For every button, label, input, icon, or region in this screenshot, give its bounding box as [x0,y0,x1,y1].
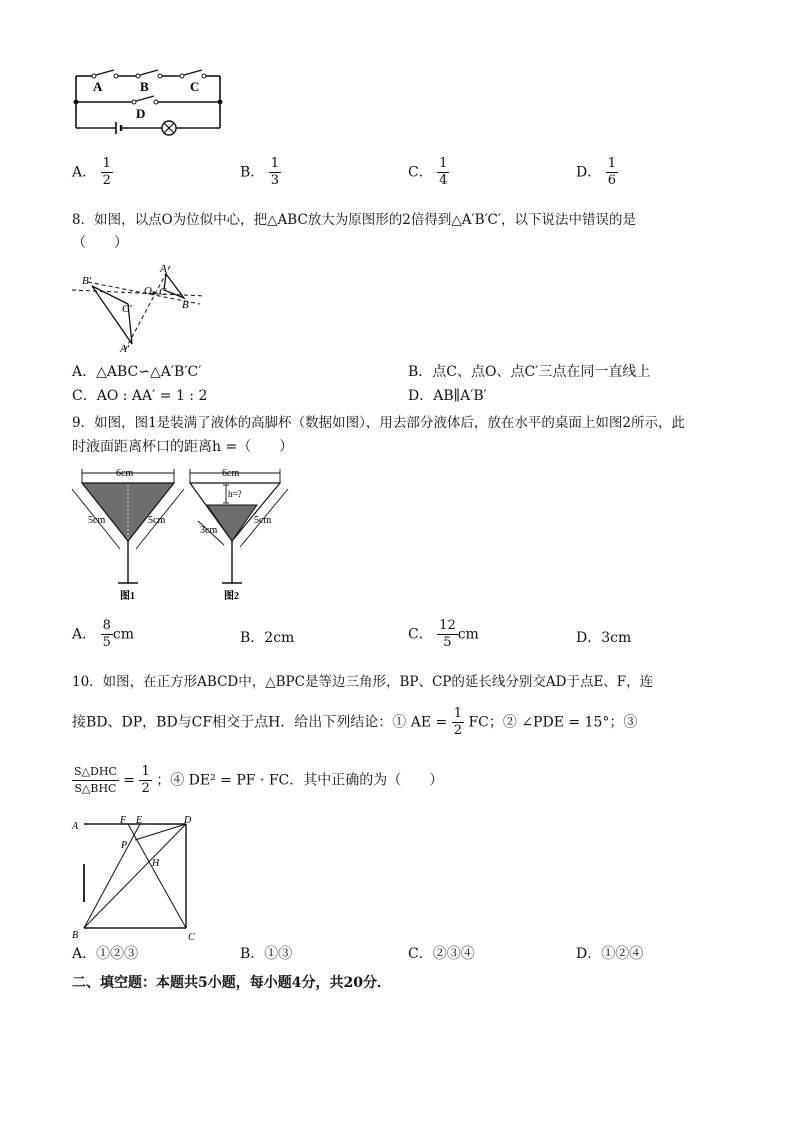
q10-option-c[interactable]: C．②③④ [408,946,475,962]
q9-stem-line1: 9．如图，图1是装满了液体的高脚杯（数据如图），用去部分液体后，放在水平的桌面上如图2所示，此 [72,415,686,431]
q9-fig2-h-label: h=? [228,489,242,499]
q7-option-a[interactable]: A． $\frac{1}{2}$ [72,156,111,188]
q9-goblet-figure-1 [68,465,188,605]
q10-label-p: P [121,840,128,851]
circuit-label-b: B [140,79,149,94]
q10-label-c: C [188,932,195,943]
q7-option-d[interactable]: D． $\frac{1}{6}$ [576,156,616,188]
q9-fig1-caption: 图1 [120,591,135,602]
q10-stem-line2: 接BD、DP，BD与CF相交于点H．给出下列结论：① AE = $\frac{1}{2}$ FC；② ∠PDE = 15°；③ [72,706,638,738]
q9-fig1-top-label: 6cm [116,468,134,479]
q9-stem-line2: 时液面距离杯口的距离h =（ ） [72,439,294,455]
q10-option-a[interactable]: A．①②③ [72,946,139,962]
q10-option-d[interactable]: D．①②④ [576,946,644,962]
q8-stem-line2: （ ） [72,235,128,251]
q10-square-figure [70,814,200,944]
q10-label-h: H [152,858,160,869]
q10-label-a: A [72,821,79,832]
q10-stem-line1: 10．如图，在正方形ABCD中，△BPC是等边三角形，BP、CP的延长线分别交AD于点E、F，连 [72,674,654,690]
q9-option-a[interactable]: A． $\frac{8}{5}$ cm [72,618,134,650]
q10-label-e: E [136,815,143,826]
q8-label-a: A [160,263,167,275]
circuit-label-c: C [190,79,200,94]
q9-fig2-caption: 图2 [224,591,239,602]
q8-similarity-figure [70,262,210,354]
q8-option-b[interactable]: B．点C、点O、点C′三点在同一直线上 [408,364,651,380]
q10-label-b: B [72,930,79,941]
section-2-heading: 二、填空题：本题共5小题，每小题4分，共20分． [72,975,391,991]
q8-option-c[interactable]: C．AO : AA′ = 1 : 2 [72,388,208,404]
q9-fig2-left-label: 3cm [200,525,218,536]
q8-label-c: C [159,286,167,298]
q8-label-c1: C′ [122,303,132,315]
q8-option-d[interactable]: D．AB∥A′B′ [408,388,487,404]
q8-stem-line1: 8．如图，以点O为位似中心，把△ABC放大为原图形的2倍得到△A′B′C′，以下说法中错误的是 [72,212,636,228]
q9-fig2-right-label: 5cm [254,515,272,526]
q8-label-o: O [144,285,152,297]
q9-fig1-right-label: 5cm [148,515,166,526]
circuit-label-a: A [93,79,103,94]
q10-label-f: F [120,815,127,826]
q9-fig1-left-label: 5cm [88,515,106,526]
circuit-label-d: D [136,106,146,121]
q8-label-a1: A′ [120,343,130,354]
q10-stem-line3: $\frac{\text{S△DHC}}{\text{S△BHC}}$ = $\frac{1}{2}$ ；④ DE² = PF · FC．其中正确的为（ ） [74,764,444,796]
circuit-diagram [70,66,230,138]
q9-fig2-top-label: 6cm [222,468,240,479]
q9-goblet-figure-2 [180,465,290,605]
q9-option-b[interactable]: B．2cm [240,630,295,646]
q10-option-b[interactable]: B．①③ [240,946,293,962]
q10-label-d: D [184,815,192,826]
q7-option-b[interactable]: B． $\frac{1}{3}$ [240,156,280,188]
q8-label-b1: B′ [82,275,92,287]
q8-option-a[interactable]: A．△ABC∽△A′B′C′ [72,364,202,380]
q9-option-d[interactable]: D．3cm [576,630,632,646]
q8-label-b: B [182,299,189,311]
q9-option-c[interactable]: C． $\frac{12}{5}$ cm [408,618,479,650]
q7-option-c[interactable]: C． $\frac{1}{4}$ [408,156,448,188]
